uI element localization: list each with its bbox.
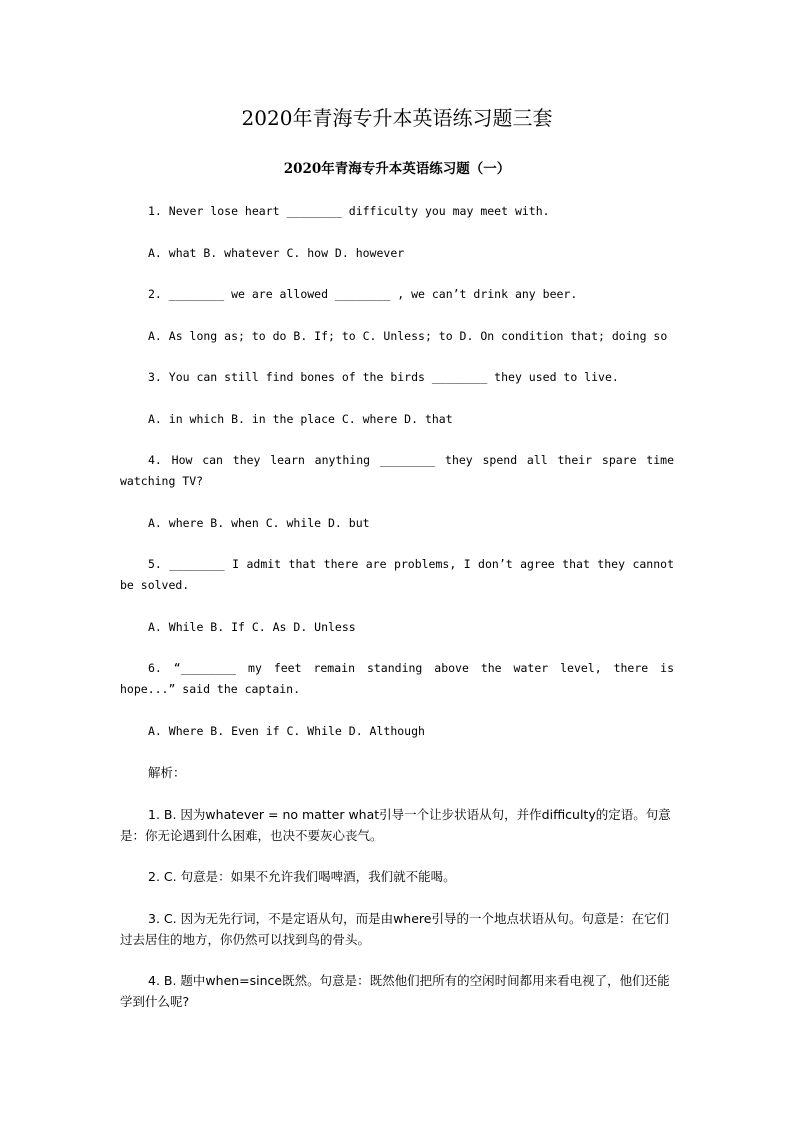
question-stem: 1. Never lose heart ________ difficulty you may meet with. (148, 204, 550, 218)
analysis-item: 2. C. 句意是：如果不允许我们喝啤酒，我们就不能喝。 (148, 869, 456, 884)
section-subtitle: 2020年青海专升本英语练习题（一） (283, 161, 511, 177)
question-stem: 2. ________ we are allowed ________ , we can’t drink any beer. (148, 287, 578, 301)
analysis-heading: 解析： (148, 765, 186, 780)
question-stem: 6. “________ my feet remain standing above the water level, there is hope...” said the captain. (120, 661, 681, 696)
question-options: A. where B. when C. while D. but (148, 515, 370, 530)
question-options: A. what B. whatever C. how D. however (148, 245, 405, 260)
analysis-item: 1. B. 因为whatever = no matter what引导一个让步状语从句，并作difficulty的定语。句意是：你无论遇到什么困难，也决不要灰心丧气。 (120, 806, 671, 843)
analysis-item: 4. B. 题中when=since既然。句意是：既然他们把所有的空闲时间都用来看电视了，他们还能学到什么呢? (120, 973, 670, 1009)
question-stem: 4. How can they learn anything ________ they spend all their spare time watching TV? (120, 453, 681, 488)
question-options: A. in which B. in the place C. where D. that (148, 411, 453, 426)
question-options: A. Where B. Even if C. While D. Although (148, 723, 425, 738)
question-stem: 3. You can still find bones of the birds ________ they used to live. (148, 370, 619, 384)
question-options: A. While B. If C. As D. Unless (148, 619, 356, 634)
document-body (120, 201, 681, 1033)
document-title: 2020年青海专升本英语练习题三套 (241, 106, 553, 130)
analysis-item: 3. C. 因为无先行词，不是定语从句，而是由where引导的一个地点状语从句。句意是：在它们过去居住的地方，你仍然可以找到鸟的骨头。 (120, 910, 669, 947)
question-options: A. As long as; to do B. If; to C. Unless; to D. On condition that; doing so (148, 328, 668, 343)
question-stem: 5. ________ I admit that there are problems, I don’t agree that they cannot be solved. (120, 557, 681, 592)
